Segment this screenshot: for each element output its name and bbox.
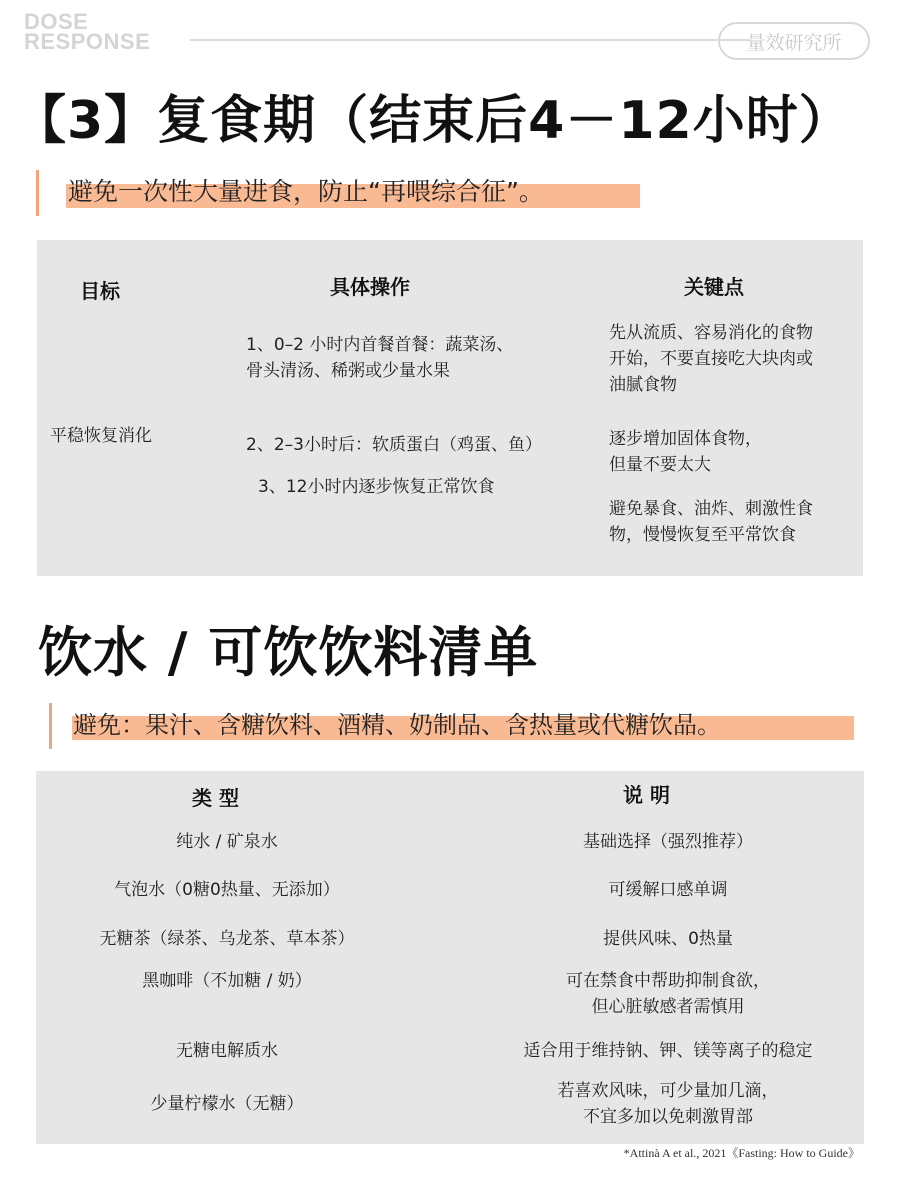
- brand-badge: [718, 22, 870, 60]
- refeed-key-point-1-line-3: 油腻食物: [609, 375, 677, 395]
- refeed-key-point-2: [609, 426, 762, 478]
- refeed-key-point-1-line-2: 开始，不要直接吃大块肉或: [609, 349, 813, 369]
- drink-desc-5: [468, 1038, 868, 1064]
- drink-desc-3-line-1: 提供风味、0热量: [603, 929, 733, 949]
- refeed-title: 【3】复食期（结束后4－12小时）: [14, 91, 852, 151]
- refeed-key-point-2-line-2: 但量不要太大: [609, 455, 711, 475]
- drinks-title: 饮水 / 可饮饮料清单: [38, 621, 539, 684]
- logo-line-1: DOSE: [24, 9, 89, 34]
- refeed-header-action: 具体操作: [330, 275, 410, 299]
- brand-name: 量效研究所: [746, 31, 842, 54]
- drinks-note: 避免：果汁、含糖饮料、酒精、奶制品、含热量或代糖饮品。: [73, 711, 721, 739]
- brand-logo: [24, 9, 151, 54]
- drink-desc-2-line-1: 可缓解口感单调: [608, 880, 728, 900]
- refeed-step-2-line-1: 2、2–3小时后：软质蛋白（鸡蛋、鱼）: [246, 435, 542, 455]
- drinks-header-type: 类 型: [192, 786, 239, 810]
- refeed-step-3: [258, 474, 494, 500]
- refeed-step-1: [246, 332, 513, 384]
- refeed-step-1-line-1: 1、0–2 小时内首餐首餐：蔬菜汤、: [246, 335, 514, 355]
- drink-desc-5-line-1: 适合用于维持钠、钾、镁等离子的稳定: [523, 1041, 813, 1061]
- refeed-key-point-3: [609, 496, 813, 548]
- refeed-key-point-3-line-2: 物，慢慢恢复至平常饮食: [609, 525, 796, 545]
- refeed-key-point-1-line-1: 先从流质、容易消化的食物: [609, 323, 813, 343]
- refeed-step-2: [246, 432, 542, 458]
- drink-desc-3: [468, 926, 868, 952]
- refeed-key-point-2-line-1: 逐步增加固体食物，: [609, 429, 762, 449]
- refeed-key-point-1: [609, 320, 813, 398]
- drink-type-5: 无糖电解质水: [176, 1041, 278, 1061]
- logo-line-2: RESPONSE: [24, 29, 151, 54]
- drink-desc-4-line-2: 但心脏敏感者需慎用: [591, 997, 745, 1017]
- refeed-note: 避免一次性大量进食，防止“再喂综合征”。: [68, 177, 544, 206]
- drinks-header-desc: 说 明: [623, 783, 670, 807]
- drink-type-6: 少量柠檬水（无糖）: [150, 1094, 304, 1114]
- citation: *Attinà A et al., 2021《Fasting: How to Guide》: [623, 1146, 860, 1160]
- refeed-header-goal: 目标: [80, 279, 120, 303]
- drink-type-4: 黑咖啡（不加糖 / 奶）: [142, 971, 312, 991]
- drink-desc-4-line-1: 可在禁食中帮助抑制食欲，: [566, 971, 770, 991]
- drink-desc-1: [468, 829, 868, 855]
- refeed-note-accent: [36, 170, 39, 216]
- drink-desc-6-line-1: 若喜欢风味，可少量加几滴，: [557, 1081, 779, 1101]
- drink-desc-1-line-1: 基础选择（强烈推荐）: [583, 832, 753, 852]
- drink-type-3: 无糖茶（绿茶、乌龙茶、草本茶）: [99, 929, 355, 949]
- refeed-header-key: 关键点: [684, 275, 744, 299]
- refeed-key-point-3-line-1: 避免暴食、油炸、刺激性食: [609, 499, 813, 519]
- refeed-step-3-line-1: 3、12小时内逐步恢复正常饮食: [258, 477, 495, 497]
- drink-desc-6: [468, 1078, 868, 1130]
- drink-desc-2: [468, 877, 868, 903]
- refeed-goal: 平稳恢复消化: [50, 426, 152, 446]
- header-divider: [190, 39, 750, 41]
- refeed-step-1-line-2: 骨头清汤、稀粥或少量水果: [246, 361, 450, 381]
- drink-desc-6-line-2: 不宜多加以免刺激胃部: [583, 1107, 753, 1127]
- drink-type-2: 气泡水（0糖0热量、无添加）: [114, 880, 340, 900]
- drink-type-1: 纯水 / 矿泉水: [176, 832, 278, 852]
- drink-desc-4: [468, 968, 868, 1020]
- drinks-note-accent: [49, 703, 52, 749]
